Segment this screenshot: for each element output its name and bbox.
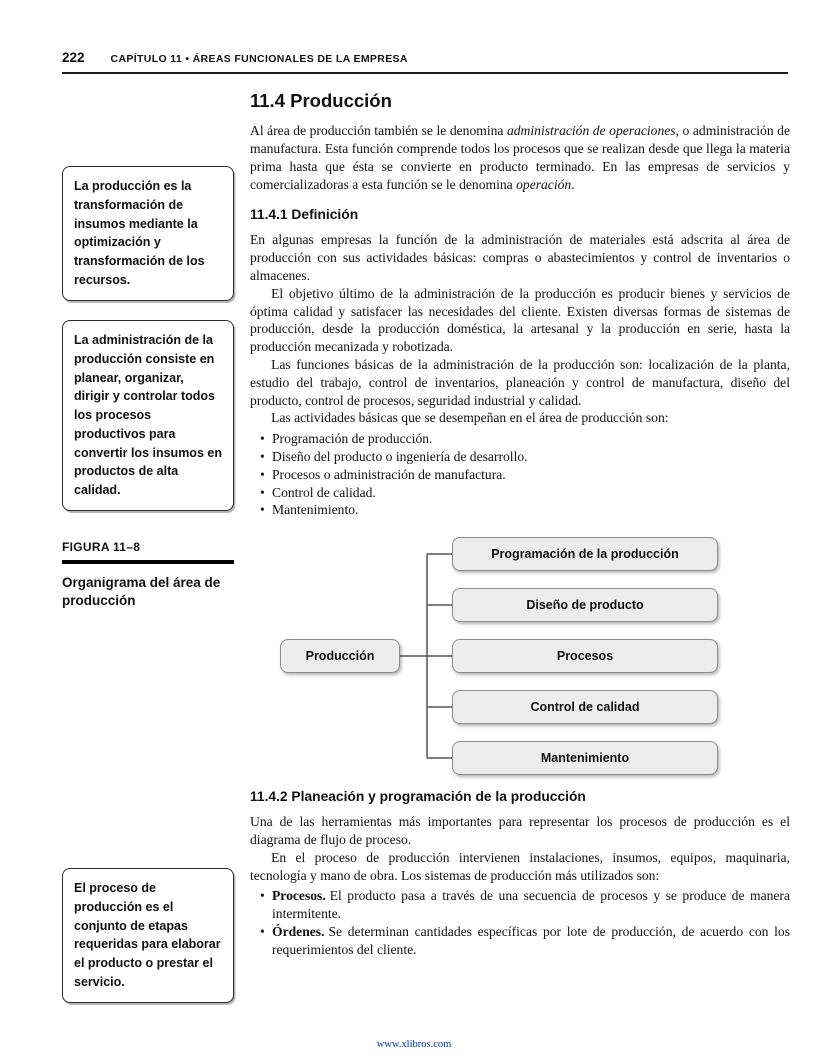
bullet-item: • Mantenimiento. bbox=[258, 501, 790, 519]
running-head bbox=[62, 50, 788, 74]
paragraph: Las funciones básicas de la administración de la producción son: localización de la planta, estudio del trabajo, control de inventarios, planeación y control de manufactura, diseño del producto, control de procesos, seguridad industrial y calidad. bbox=[250, 357, 790, 408]
paragraph: En algunas empresas la función de la administración de materiales está adscrita al área de producción con sus actividades básicas: compras o abastecimientos y control de inventarios o almacenes. bbox=[250, 232, 790, 284]
org-node-mantenimiento: Mantenimiento bbox=[452, 741, 718, 775]
bullet-lead: Órdenes. bbox=[272, 924, 325, 940]
margin-note-produccion: La producción es la transformación de insumos mediante la optimización y transformación de los recursos. bbox=[62, 166, 234, 301]
org-node-procesos: Procesos bbox=[452, 639, 718, 673]
text-segment: , o administración de manufactura. Esta función comprende todos los procesos que se realizan desde que llega la materia prima hasta que ésta se convierte en producto terminado. En las empresas de servicios y comercializadoras a esta función se le denomina bbox=[250, 123, 791, 192]
bullet-item: • Programación de producción. bbox=[258, 430, 790, 448]
org-node-diseno: Diseño de producto bbox=[452, 588, 718, 622]
bullet-item: • Diseño del producto o ingeniería de desarrollo. bbox=[258, 448, 790, 466]
section-title-11-4-2: 11.4.2 Planeación y programación de la producción bbox=[250, 789, 586, 805]
bullet-lead: Procesos. bbox=[272, 888, 326, 904]
section-title-11-4-1: 11.4.1 Definición bbox=[250, 207, 359, 223]
chapter-title: CAPÍTULO 11 • ÁREAS FUNCIONALES DE LA EMPRESA bbox=[110, 53, 408, 65]
main-column bbox=[250, 82, 790, 1028]
margin-note-administracion: La administración de la producción consiste en planear, organizar, dirigir y controlar todos los procesos productivos para convertir los insumos en productos de alta calidad. bbox=[62, 320, 234, 511]
text-segment: . bbox=[571, 176, 575, 192]
paragraph: En el proceso de producción intervienen instalaciones, insumos, equipos, maquinaria, tecnología y mano de obra. Los sistemas de producción más utilizados son: bbox=[250, 849, 790, 883]
bullet-item bbox=[258, 923, 790, 959]
intro-paragraph bbox=[250, 122, 790, 193]
footer-link[interactable]: www.xlibros.com bbox=[376, 1039, 452, 1050]
bullet-item: • Control de calidad. bbox=[258, 484, 790, 502]
bullet-text: El producto pasa a través de una secuencia de procesos y se produce de manera intermitente. bbox=[272, 888, 790, 922]
org-node-produccion: Producción bbox=[280, 639, 400, 673]
figure-caption: Organigrama del área de producción bbox=[62, 575, 221, 608]
paragraph: El objetivo último de la administración de la producción es producir bienes y servicios de óptima calidad y satisfacer las necesidades del cliente. Existen diversas formas de sistemas de producción, desde la producción doméstica, la artesanal y la producción en serie, hasta la producción mecanizada y robotizada. bbox=[250, 285, 790, 355]
margin-note-proceso: El proceso de producción es el conjunto de etapas requeridas para elaborar el producto o prestar el servicio. bbox=[62, 868, 234, 1003]
page-footer bbox=[0, 1034, 828, 1052]
paragraph: Una de las herramientas más importantes para representar los procesos de producción es el diagrama de flujo de proceso. bbox=[250, 814, 790, 848]
text-segment: Al área de producción también se le denomina bbox=[250, 123, 507, 139]
figure-11-8-orgchart bbox=[250, 537, 790, 775]
bullet-item bbox=[258, 887, 790, 923]
paragraph: Las actividades básicas que se desempeñan en el área de producción son: bbox=[271, 410, 669, 426]
org-node-programacion: Programación de la producción bbox=[452, 537, 718, 571]
systems-list bbox=[258, 887, 790, 958]
bullet-text: Se determinan cantidades específicas por lote de producción, de acuerdo con los requerimientos del cliente. bbox=[272, 924, 790, 957]
org-children bbox=[452, 537, 718, 775]
page-number: 222 bbox=[62, 50, 85, 65]
org-node-control-calidad: Control de calidad bbox=[452, 690, 718, 724]
text-segment-italic: operación bbox=[516, 176, 572, 192]
margin-column bbox=[62, 82, 234, 1028]
figure-label: FIGURA 11–8 bbox=[62, 540, 234, 564]
section-title-11-4: 11.4 Producción bbox=[250, 90, 392, 111]
bullet-item: • Procesos o administración de manufactura. bbox=[258, 466, 790, 484]
content-area bbox=[62, 82, 790, 1028]
text-segment-italic: administración de operaciones bbox=[506, 123, 676, 139]
activities-list bbox=[258, 430, 790, 519]
